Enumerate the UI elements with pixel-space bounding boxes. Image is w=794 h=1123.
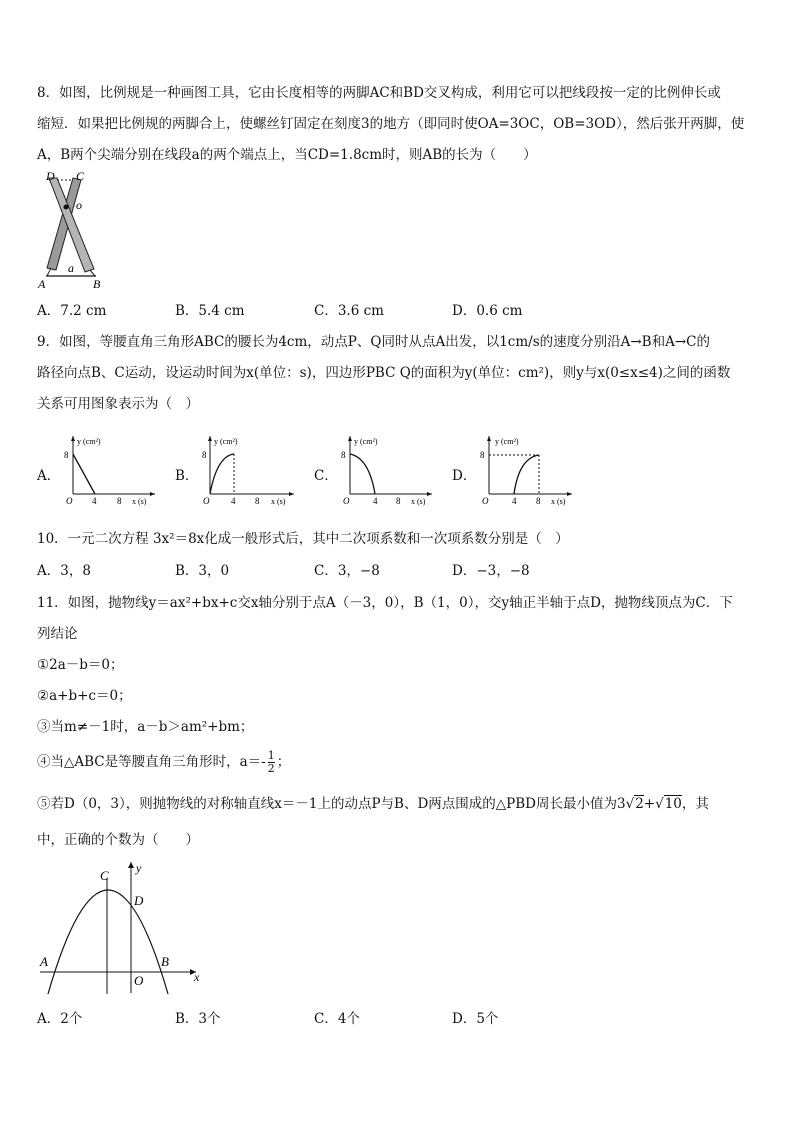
q9-c-curve bbox=[350, 454, 375, 494]
q9-graph-a-label[interactable]: A． bbox=[37, 468, 61, 484]
svg-text:8: 8 bbox=[64, 450, 69, 460]
svg-text:y: y bbox=[136, 861, 142, 875]
svg-text:4: 4 bbox=[231, 496, 236, 506]
svg-text:B: B bbox=[161, 954, 169, 969]
q10-option-a[interactable]: A．3，8 bbox=[37, 563, 91, 579]
svg-text:y (cm²): y (cm²) bbox=[214, 437, 238, 446]
svg-text:O: O bbox=[203, 496, 210, 506]
q8-proportional-compass-figure bbox=[36, 168, 106, 290]
q10-option-d[interactable]: D．−3，−8 bbox=[452, 563, 530, 579]
q11-option-a[interactable]: A．2个 bbox=[37, 1011, 83, 1027]
q11-conclusion-3: ③当m≠－1时，a－b＞am²+bm； bbox=[37, 719, 254, 735]
svg-text:8: 8 bbox=[341, 450, 346, 460]
svg-text:8: 8 bbox=[202, 450, 207, 460]
q11-parabola-figure bbox=[36, 856, 211, 994]
q8-label-b: B bbox=[93, 277, 101, 290]
svg-text:O: O bbox=[134, 973, 144, 988]
q8-line-1: 8．如图，比例规是一种画图工具，它由长度相等的两脚AC和BD交叉构成，利用它可以把线段按一定的比例伸长或 bbox=[37, 85, 721, 101]
q10-option-b[interactable]: B．3，0 bbox=[175, 563, 230, 579]
q8-label-c: C bbox=[76, 169, 85, 183]
q9-line-3: 关系可用图象表示为（ ） bbox=[37, 396, 199, 412]
q9-d-curve bbox=[514, 455, 539, 494]
q9-line-1: 9．如图，等腰直角三角形ABC的腰长为4cm，动点P、Q同时从点A出发，以1cm/s的速度分别沿A→B和A→C的 bbox=[37, 334, 710, 350]
q8-label-o: o bbox=[76, 198, 82, 212]
svg-text:4: 4 bbox=[373, 496, 378, 506]
svg-text:O: O bbox=[343, 496, 350, 506]
svg-text:x (s): x (s) bbox=[132, 497, 147, 506]
q8-option-b[interactable]: B．5.4 cm bbox=[175, 303, 245, 319]
svg-text:x (s): x (s) bbox=[551, 497, 566, 506]
q8-line-2: 缩短．如果把比例规的两脚合上，使螺丝钉固定在刻度3的地方（即同时使OA=3OC，OB=3OD），然后张开两脚，使 bbox=[37, 116, 745, 132]
q11-conclusion-4: ④当△ABC是等腰直角三角形时，a＝- $\frac{1}{2}$ ； bbox=[37, 749, 291, 775]
svg-text:O: O bbox=[482, 496, 489, 506]
q9-graph-d-label[interactable]: D． bbox=[452, 468, 477, 484]
svg-text:x (s): x (s) bbox=[411, 497, 426, 506]
svg-text:A: A bbox=[40, 954, 48, 969]
q11-line-end: 中，正确的个数为（ ） bbox=[37, 832, 199, 848]
q8-option-d[interactable]: D．0.6 cm bbox=[452, 303, 523, 319]
q11-line-1: 11．如图，抛物线y＝ax²+bx+c交x轴分别于点A（－3，0），B（1，0），交y轴正半轴于点D，抛物线顶点为C．下 bbox=[37, 595, 733, 611]
q10-line-1: 10．一元二次方程 3x²＝8x化成一般形式后，其中二次项系数和一次项系数分别是（ ） bbox=[37, 531, 569, 547]
q8-screw-point bbox=[64, 205, 69, 210]
svg-text:8: 8 bbox=[536, 496, 541, 506]
q8-option-a[interactable]: A．7.2 cm bbox=[37, 303, 107, 319]
svg-text:4: 4 bbox=[512, 496, 517, 506]
q8-label-a-seg: a bbox=[68, 261, 74, 275]
q8-line-3: A，B两个尖端分别在线段a的两个端点上，当CD=1.8cm时，则AB的长为（ ） bbox=[37, 147, 537, 163]
svg-text:8: 8 bbox=[255, 496, 260, 506]
svg-text:8: 8 bbox=[480, 450, 485, 460]
q9-a-curve bbox=[73, 454, 95, 494]
svg-text:8: 8 bbox=[117, 496, 122, 506]
q8-option-c[interactable]: C．3.6 cm bbox=[314, 303, 384, 319]
q9-graph-c-label[interactable]: C． bbox=[314, 468, 338, 484]
q11-fraction: $\frac{1}{2}$ bbox=[267, 749, 275, 775]
svg-text:C: C bbox=[100, 868, 109, 883]
svg-text:8: 8 bbox=[396, 496, 401, 506]
q10-option-c[interactable]: C．3，−8 bbox=[314, 563, 380, 579]
q11-option-c[interactable]: C．4个 bbox=[314, 1011, 360, 1027]
q9-graph-d bbox=[475, 432, 575, 510]
q9-graph-a bbox=[58, 432, 158, 510]
svg-text:y (cm²): y (cm²) bbox=[495, 437, 519, 446]
svg-text:y (cm²): y (cm²) bbox=[77, 437, 101, 446]
q11-conclusion-1: ①2a－b＝0； bbox=[37, 657, 124, 673]
q11-conclusion-5: ⑤若D（0，3），则抛物线的对称轴直线x＝－1上的动点P与B、D两点围成的△PBD周长最小值为3√2+√10，其 bbox=[37, 796, 709, 812]
svg-text:D: D bbox=[134, 893, 144, 908]
q9-line-2: 路径向点B、C运动，设运动时间为x(单位：s)，四边形PBC Q的面积为y(单位：cm²)，则y与x(0≤x≤4)之间的函数 bbox=[37, 365, 731, 381]
q11-option-d[interactable]: D．5个 bbox=[452, 1011, 499, 1027]
svg-text:x (s): x (s) bbox=[271, 497, 286, 506]
q9-b-curve bbox=[210, 454, 234, 494]
q11-line-2: 列结论 bbox=[37, 626, 78, 642]
q11-conclusion-2: ②a+b+c＝0； bbox=[37, 688, 132, 704]
q11-option-b[interactable]: B．3个 bbox=[175, 1011, 221, 1027]
q9-graph-c bbox=[335, 432, 435, 510]
svg-text:O: O bbox=[66, 496, 73, 506]
q11-parabola-curve bbox=[48, 890, 168, 994]
q8-label-d: D bbox=[46, 169, 55, 183]
svg-text:y (cm²): y (cm²) bbox=[354, 437, 378, 446]
svg-text:4: 4 bbox=[92, 496, 97, 506]
q8-label-a: A bbox=[38, 277, 46, 290]
q9-graph-b bbox=[197, 432, 297, 510]
q9-graph-b-label[interactable]: B． bbox=[175, 468, 199, 484]
svg-text:x: x bbox=[194, 970, 200, 984]
